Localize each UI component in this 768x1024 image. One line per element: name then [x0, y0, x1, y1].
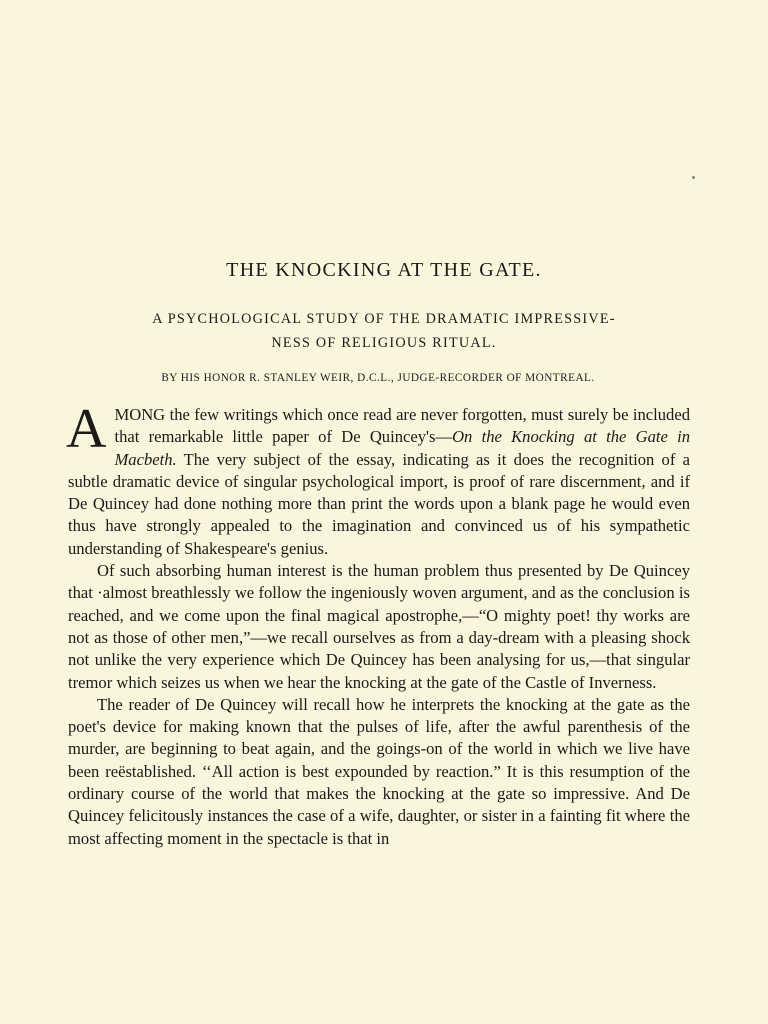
page-speck — [692, 176, 695, 179]
paragraph-1-rest: The very subject of the essay, indicating as it does the recognition of a subtle dramatic device of singular psychological import, is proof of rare discernment, and if De Quincey had done nothing more than print the words upon a blank page he would even thus have strongly appealed to the imagination and convinced us of his sympathetic understanding of Shakespeare's genius. — [68, 449, 690, 558]
article-title: THE KNOCKING AT THE GATE. — [226, 259, 542, 281]
article-body — [66, 398, 690, 850]
essay-title: On the Knocking at the Gate in Macbeth. — [114, 427, 690, 469]
paragraph-3: The reader of De Quincey will recall how he interprets the knocking at the gate as the poet's device for making known that the pulses of life, after the awful parenthesis of the murder, are beginning to beat again, and the goings-on of the world in which we live have been reëstablished. ‘‘All action is best expounded by reaction.” It is this resumption of the ordinary course of the world that makes the knocking at the gate so impressive. And De Quincey felicitously instances the case of a wife, daughter, or sister in a fainting fit where the most affecting moment in the spectacle is that in — [68, 694, 690, 848]
paragraph-1-opening: MONG the few writings which once read are never forgotten, must surely be included that remarkable little paper of De Quincey's— — [114, 405, 690, 447]
subtitle-line-2: NESS OF RELIGIOUS RITUAL. — [271, 335, 497, 351]
paragraph-2: Of such absorbing human interest is the human problem thus presented by De Quincey that ·almost breathlessly we follow the ingeniously woven argument, and as the conclusion is reached, and we come upon the final magical apostrophe,—“O mighty poet! thy works are not as those of other men,”—we recall ourselves as from a day-dream with a pleasing shock not unlike the very experience which De Quincey has been analysing for us,—that singular tremor which seizes us when we hear the knocking at the gate of the Castle of Inverness. — [68, 561, 690, 692]
subtitle-line-1: A PSYCHOLOGICAL STUDY OF THE DRAMATIC IMPRESSIVE- — [152, 311, 616, 327]
drop-cap: A — [66, 398, 107, 460]
article-subtitle — [66, 307, 702, 355]
article-byline: BY HIS HONOR R. STANLEY WEIR, D.C.L., JUDGE-RECORDER OF MONTREAL. — [161, 372, 595, 384]
paragraph-1 — [66, 398, 690, 560]
